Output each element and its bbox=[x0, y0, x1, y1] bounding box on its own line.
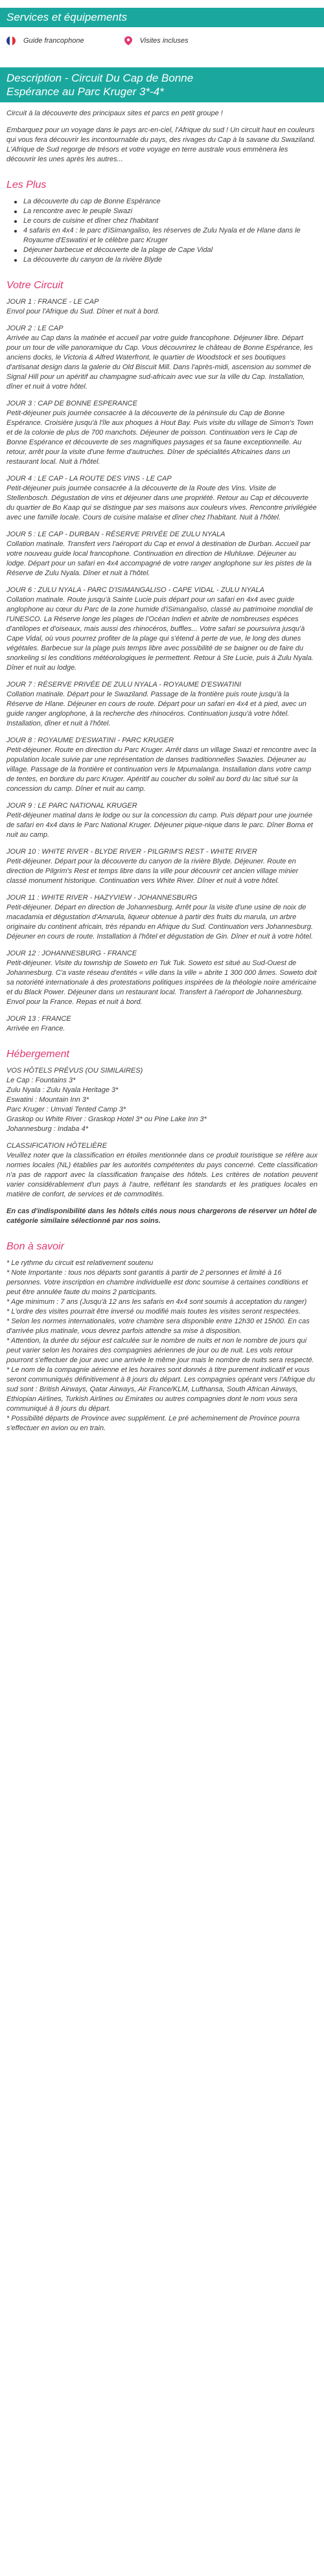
day-title: JOUR 12 : JOHANNESBURG - FRANCE bbox=[6, 950, 137, 957]
description-title-2: Espérance au Parc Kruger 3*-4* bbox=[6, 85, 164, 98]
day-title: JOUR 1 : FRANCE - LE CAP bbox=[6, 298, 99, 306]
day-text: Collation matinale. Transfert vers l'aéroport du Cap et envol à destination de Durban. Accueil par votre nouveau guide local francophone. Continuation en direction de Hluhluwe. Déjeuner au lodge. Départ pour un safari en 4x4 accompagné de votre ranger anglophone sur les pistes de la Réserve de Zulu Nyala. Dîner et nuit à l'hôtel. bbox=[6, 540, 312, 577]
hotel-item: Eswatini : Mountain Inn 3* bbox=[6, 1096, 89, 1104]
hotel-item: Zulu Nyala : Zulu Nyala Heritage 3* bbox=[6, 1086, 119, 1094]
list-item: La découverte du cap de Bonne Espérance bbox=[6, 197, 318, 207]
day-text: Collation matinale. Départ pour le Swaziland. Passage de la frontière puis route jusqu'à la Réserve de Hlane. Déjeuner en cours de route. Départ pour un safari en 4x4 et à pied, avec un guide ranger anglophone, à la recherche des rhinocéros. Continuation jusqu'à votre hôtel. Installation, dîner et nuit à l'hôtel. bbox=[6, 690, 307, 727]
bon-heading: Bon à savoir bbox=[6, 1241, 64, 1252]
availability-note: En cas d'indisponibilité dans les hôtels cités nous nous chargerons de réserver un hôtel de catégorie similaire sélectionné par nos soins. bbox=[6, 1207, 317, 1225]
day-text: Petit-déjeuner puis journée consacrée à la découverte de la péninsule du Cap de Bonne Espérance. Croisière jusqu'à l'île aux phoques à Hout Bay. Puis visite du village de Simon's Town et de la colonie de plus de 700 manchots. Déjeuner de poisson. Continuation vers le Cap de Bonne Espérance et découverte de ses magnifiques paysages et sa faune exceptionnelle. Au retour, arrêt pour la visite d'une ferme d'autruches. Dîner de spécialités Africaines dans un restaurant local. Nuit à l'hôtel. bbox=[6, 409, 314, 466]
day-text: Collation matinale. Route jusqu'à Sainte Lucie puis départ pour un safari en 4x4 avec guide anglophone au cœur du Parc de la zone humide d'iSimangaliso, classé au patrimoine mondial de l'UNESCO. La Réserve longe les plages de l'Océan Indien et abrite de nombreuses espèces d'antilopes et d'oiseaux, mais aussi des rhinocéros, buffles... Votre safari se poursuivra jusqu'à Cape Vidal, où vous pourrez profiter de la plage qui s'étend à perte de vue, le long des dunes végétales. Barbecue sur la plage puis temps libre avec possibilité de se baigner ou de faire du snorkeling si les conditions météorologiques le permettent. Retour à Ste Lucie, puis à Zulu Nyala. Dîner et nuit au lodge. bbox=[6, 596, 314, 672]
note-item: * Note Importante : tous nos départs sont garantis à partir de 2 personnes et limité à 16 personnes. Votre inscription en chambre individuelle est donc soumise à certaines conditions et peut être annulée faute du moins 2 participants. bbox=[6, 1269, 308, 1296]
day-title: JOUR 3 : CAP DE BONNE ESPERANCE bbox=[6, 400, 137, 407]
service-visits-label: Visites incluses bbox=[139, 36, 189, 45]
description-banner bbox=[0, 67, 324, 102]
day-title: JOUR 2 : LE CAP bbox=[6, 325, 64, 332]
map-pin-icon bbox=[124, 36, 132, 45]
day-title: JOUR 7 : RÉSERVE PRIVÉE DE ZULU NYALA - ROYAUME D'ESWATINI bbox=[6, 681, 242, 689]
intro-1: Circuit à la découverte des principaux sites et parcs en petit groupe ! bbox=[6, 109, 223, 117]
day-11 bbox=[6, 893, 318, 942]
list-item: 4 safaris en 4x4 : le parc d'iSimangaliso, les réserves de Zulu Nyala et de Hlane dans le Royaume d'Eswatini et le célèbre parc Kruger bbox=[6, 226, 318, 245]
hotels-heading: VOS HÔTELS PRÉVUS (OU SIMILAIRES) bbox=[6, 1067, 143, 1075]
day-text: Petit-déjeuner matinal dans le lodge ou sur la concession du camp. Puis départ pour une journée de safari en 4x4 dans le Parc National Kruger. Déjeuner pique-nique dans le parc. Dîner Boma et nuit au camp. bbox=[6, 812, 313, 839]
day-7 bbox=[6, 680, 318, 729]
list-item: Le cours de cuisine et dîner chez l'habitant bbox=[6, 216, 318, 226]
day-12 bbox=[6, 949, 318, 1007]
hotel-item: Le Cap : Fountains 3* bbox=[6, 1077, 76, 1084]
note-item: * Le nom de la compagnie aérienne et les horaires sont donnés à titre purement indicatif et vous seront communiqués définitivement à 8 jours du départ. Les compagnies opérant vers l'Afrique du sud sont : British Airways, Qatar Airways, Air France/KLM, Lufthansa, South African Airways, Ethiopian Airlines, Turkish Airlines ou Emirates ou autres compagnies dont le nom vous sera communiqué à 8 jours du départ. bbox=[6, 1366, 315, 1413]
circuit-heading: Votre Circuit bbox=[6, 280, 64, 291]
day-4 bbox=[6, 474, 318, 523]
day-text: Petit-déjeuner. Départ pour la découverte du canyon de la rivière Blyde. Déjeuner. Route en direction de Pilgrim's Rest et temps libre dans la ville pour découvrir cet ancien village minier classé monument historique. Continuation vers White River. Dîner et nuit à votre hôtel. bbox=[6, 858, 299, 885]
plus-heading: Les Plus bbox=[6, 179, 47, 190]
day-6 bbox=[6, 586, 318, 673]
main-content bbox=[0, 109, 324, 1433]
services-banner: Services et équipements bbox=[0, 8, 324, 27]
service-visits bbox=[124, 36, 189, 46]
day-1 bbox=[6, 297, 318, 317]
day-title: JOUR 10 : WHITE RIVER - BLYDE RIVER - PILGRIM'S REST - WHITE RIVER bbox=[6, 848, 257, 856]
day-text: Petit-déjeuner. Visite du township de Soweto en Tuk Tuk. Soweto est situé au Sud-Ouest de Johannesburg. C'a vaste réseau d'entités « ville dans la ville » abrite 1 300 000 âmes. Soweto doit sa notoriété internationale à des protestations politiques inspirées de la théologie noire américaine et du Black Power. Déjeuner dans un restaurant local. Transfert à l'aéroport de Johannesburg. Envol pour la France. Repas et nuit à bord. bbox=[6, 959, 317, 1006]
day-title: JOUR 13 : FRANCE bbox=[6, 1015, 71, 1023]
services-list bbox=[0, 27, 324, 45]
hebergement-heading: Hébergement bbox=[6, 1049, 69, 1060]
day-title: JOUR 5 : LE CAP - DURBAN - RÉSERVE PRIVÉE DE ZULU NYALA bbox=[6, 530, 226, 538]
day-title: JOUR 6 : ZULU NYALA - PARC D'ISIMANGALISO - CAPE VIDAL - ZULU NYALA bbox=[6, 586, 264, 594]
hotel-item: Graskop ou White River : Graskop Hotel 3* ou Pine Lake Inn 3* bbox=[6, 1115, 207, 1123]
day-title: JOUR 9 : LE PARC NATIONAL KRUGER bbox=[6, 802, 137, 810]
day-13 bbox=[6, 1014, 318, 1034]
note-item: * Age minimum : 7 ans (Jusqu'à 12 ans les safaris en 4x4 sont soumis à acceptation du ranger) bbox=[6, 1298, 307, 1306]
service-guide-label: Guide francophone bbox=[23, 36, 84, 45]
classification-heading: CLASSIFICATION HÔTELIÈRE bbox=[6, 1142, 108, 1150]
day-title: JOUR 4 : LE CAP - LA ROUTE DES VINS - LE CAP bbox=[6, 475, 172, 483]
hotel-item: Johannesburg : Indaba 4* bbox=[6, 1125, 88, 1133]
day-9 bbox=[6, 801, 318, 840]
french-flag-icon bbox=[6, 36, 16, 45]
classification-text: Veuillez noter que la classification en étoiles mentionnée dans ce produit touristique se réfère aux normes locales (NL) établies par les autorités compétentes du pays concerné. Cette classification n'a pas de rapport avec la classification française des hôtels. Les critères de notation peuvent varier considérablement d'un pays à l'autre, reflétant les standards et les pratiques locales en matière de confort, de services et de commodités. bbox=[6, 1152, 318, 1198]
day-3 bbox=[6, 399, 318, 467]
day-8 bbox=[6, 736, 318, 794]
note-item: * Possibilité départs de Province avec supplément. Le pré acheminement de Province pourra s'effectuer en avion ou en train. bbox=[6, 1415, 300, 1432]
day-5 bbox=[6, 530, 318, 578]
note-item: * Selon les normes internationales, votre chambre sera disponible entre 12h30 et 15h00. En cas d'arrivée plus matinale, vous devrez parfois attendre sa mise à disposition. bbox=[6, 1317, 310, 1335]
note-item: * Le rythme du circuit est relativement soutenu bbox=[6, 1259, 154, 1267]
list-item: Déjeuner barbecue et découverte de la plage de Cape Vidal bbox=[6, 245, 318, 255]
day-text: Petit-déjeuner puis journée consacrée à la découverte de la Route des Vins. Visite de Stellenbosch. Dégustation de vins et déjeuner dans une propriété. Retour au Cap et découverte du quartier de Bo Kaap qui se distingue par ses maisons aux couleurs vives. Rencontre privilégiée avec une famille locale. Cours de cuisine malaise et dîner chez l'habitant. Nuit à l'hôtel. bbox=[6, 484, 317, 521]
day-text: Petit-déjeuner. Route en direction du Parc Kruger. Arrêt dans un village Swazi et rencontre avec la population locale suivie par une représentation de danses traditionnelles Swazies. Déjeuner au village. Passage de la frontière et continuation vers le Mpumalanga. Installation dans votre camp de tentes, en bordure du parc Kruger. Apéritif au coucher du soleil au bord du lac situé sur la concession du camp. Dîner et nuit au camp. bbox=[6, 746, 317, 793]
day-text: Envol pour l'Afrique du Sud. Dîner et nuit à bord. bbox=[6, 308, 160, 315]
day-text: Arrivée au Cap dans la matinée et accueil par votre guide francophone. Déjeuner libre. Départ pour un tour de ville panoramique du Cap. Vous découvrirez le château de Bonne Espérance, les anciens docks, le Victoria & Alfred Waterfront, le quartier de Woodstock et ses boutiques d'artisanat design dans la galerie du Old Biscuit Mill. Dans l'après-midi, ascension au sommet de Signal Hill pour un apéritif au champagne sud-africain avec vue sur la ville du Cap. Installation, dîner et nuit à votre hôtel. bbox=[6, 334, 313, 391]
day-title: JOUR 8 : ROYAUME D'ESWATINI - PARC KRUGER bbox=[6, 736, 174, 744]
description-title-1: Description - Circuit Du Cap de Bonne bbox=[6, 72, 194, 84]
note-item: * Attention, la durée du séjour est calculée sur le nombre de nuits et non le nombre de jours qui peut varier selon les horaires des compagnies aériennes de jour ou de nuit. Les vols retour pourront s'effectuer de jour avec une arrivée le même jour mais le nombre de nuits sera respecté. bbox=[6, 1337, 314, 1364]
note-item: * L'ordre des visites pourrait être inversé ou modifié mais toutes les visites seront respectées. bbox=[6, 1308, 301, 1316]
service-guide bbox=[6, 36, 84, 46]
list-item: La découverte du canyon de la rivière Blyde bbox=[6, 255, 318, 265]
plus-list bbox=[6, 197, 318, 265]
list-item: La rencontre avec le peuple Swazi bbox=[6, 207, 318, 216]
day-text: Arrivée en France. bbox=[6, 1025, 65, 1032]
day-text: Petit-déjeuner. Départ en direction de Johannesburg. Arrêt pour la visite d'une usine de noix de macadamia et dégustation d'Amarula, liqueur obtenue à partir des fruits du marula, un arbre originaire du continent africain, très répandu en Afrique du Sud. Continuation vers Johannesburg. Déjeuner en cours de route. Installation à l'hôtel et dégustation de Gin. Dîner et nuit à votre hôtel. bbox=[6, 904, 313, 940]
hotel-item: Parc Kruger : Umvati Tented Camp 3* bbox=[6, 1106, 126, 1113]
intro-2: Embarquez pour un voyage dans le pays arc-en-ciel, l'Afrique du sud ! Un circuit haut en couleurs qui vous fera découvrir les incontournable du pays, des rivages du Cap à la savane du Swaziland. L'Afrique de Sud regorge de trésors et votre voyage en terre australe vous emmènera les découvrir les unes après les autres... bbox=[6, 126, 316, 163]
day-2 bbox=[6, 324, 318, 392]
day-10 bbox=[6, 847, 318, 886]
day-title: JOUR 11 : WHITE RIVER - HAZYVIEW - JOHANNESBURG bbox=[6, 894, 198, 902]
